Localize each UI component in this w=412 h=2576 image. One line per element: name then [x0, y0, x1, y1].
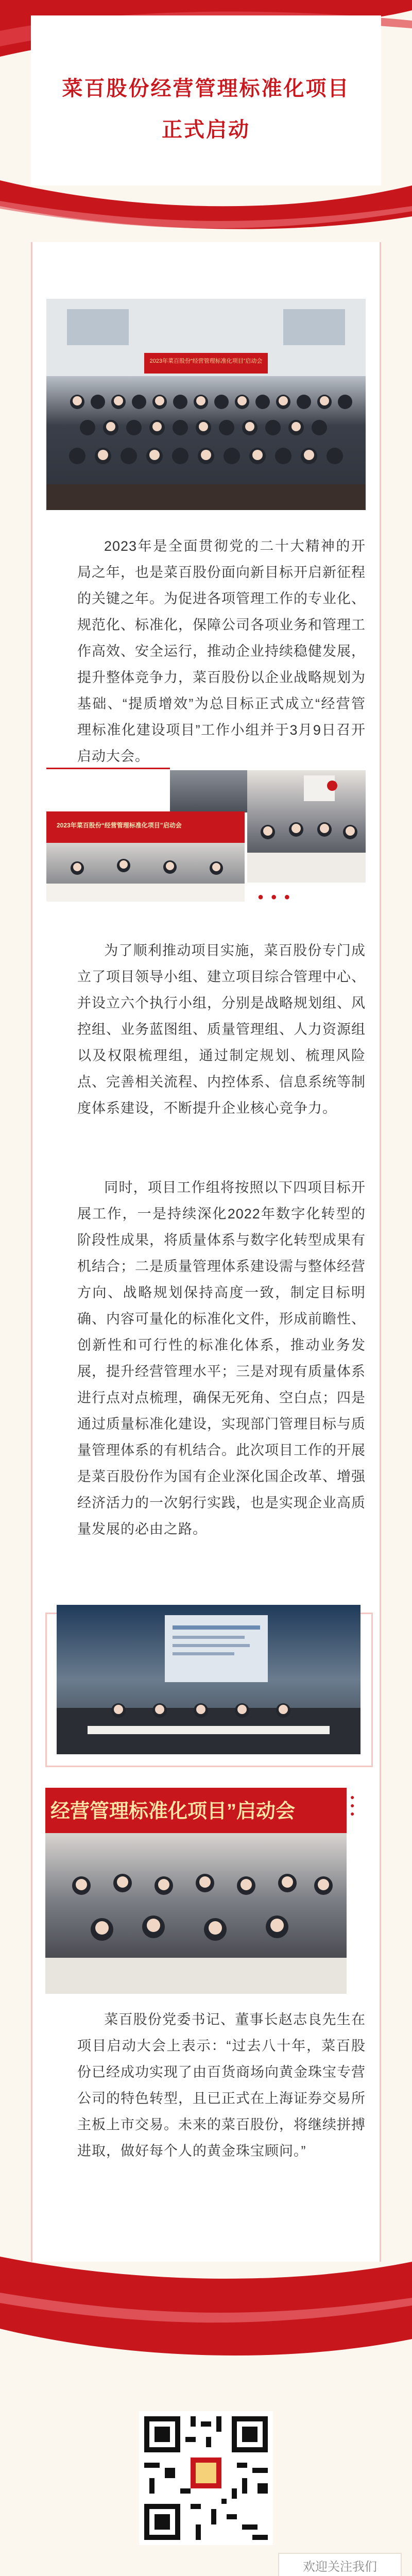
meeting-photo-stage	[46, 811, 245, 902]
decor-line-left	[46, 768, 170, 769]
paragraph-4-text: 菜百股份党委书记、董事长赵志良先生在项目启动大会上表示：“过去八十年，菜百股份已经成功实现了由百货商场向黄金珠宝专营公司的特色转型，且已正式在上海证券交易所主板上市交易。未来的菜百股份，将继续拼搏进取，做好每个人的黄金珠宝顾问。”	[77, 2012, 366, 2159]
meeting-photo-stage-banner: 2023年菜百股份“经营管理标准化项目”启动会	[57, 822, 182, 829]
article-title-line2: 正式启动	[162, 118, 250, 141]
group-photo-banner: 2023年菜百股份“经营管理标准化项目”启动会	[149, 358, 263, 364]
meeting-photo-stage-illustration	[46, 811, 245, 902]
projector-photo-illustration	[57, 1605, 360, 1754]
paragraph-1	[77, 533, 366, 770]
kickoff-photo	[45, 1788, 347, 1994]
article-title-line1: 菜百股份经营管理标准化项目	[62, 77, 350, 100]
group-photo-illustration	[46, 299, 366, 510]
paragraph-2-text: 为了顺利推动项目实施，菜百股份专门成立了项目领导小组、建立项目综合管理中心、并设立六个执行小组，分别是战略规划组、风控组、业务蓝图组、质量管理组、人力资源组以及权限梳理组，通过制定规划、梳理风险点、完善相关流程、内控体系、信息系统等制度体系建设，不断提升企业核心竞争力。	[77, 943, 366, 1116]
paragraph-1-text: 2023年是全面贯彻党的二十大精神的开局之年，也是菜百股份面向新目标开启新征程的关键之年。为促进各项管理工作的专业化、规范化、标准化，保障公司各项业务和管理工作高效、安全运行，推动企业持续稳健发展，提升整体竞争力，菜百股份以企业战略规划为基础、“提质增效”为总目标正式成立“经营管理标准化建设项目”工作小组并于3月9日召开启动大会。	[77, 538, 366, 764]
follow-us-label: 欢迎关注我们	[278, 2553, 402, 2576]
footer-swoosh-decoration	[0, 2241, 412, 2365]
paragraph-4	[77, 2007, 366, 2164]
kickoff-banner-right: ”启动会	[227, 1801, 296, 1822]
paragraph-2	[77, 938, 366, 1122]
kickoff-banner-left: 经营管理标准化项目	[50, 1801, 227, 1822]
title-box	[31, 15, 381, 185]
wechat-qr-code	[139, 2411, 273, 2545]
group-photo	[46, 299, 366, 510]
projector-photo	[57, 1605, 360, 1754]
decor-dots: ● ● ●	[258, 891, 293, 903]
decor-dots-right: ● ● ●	[350, 1793, 357, 1818]
title-bottom-swoosh	[0, 170, 412, 242]
kickoff-photo-illustration	[45, 1788, 347, 1994]
qr-code-icon	[139, 2411, 273, 2545]
meeting-photo-side	[247, 770, 366, 883]
meeting-photo-side-illustration	[247, 770, 366, 883]
paragraph-3	[77, 1175, 366, 1543]
paragraph-3-text: 同时，项目工作组将按照以下四项目标开展工作，一是持续深化2022年数字化转型的阶段性成果，将质量体系与数字化转型成果有机结合；二是质量管理体系建设需与整体经营方向、战略规划保持高度一致，制定目标明确、内容可量化的标准化文件，形成前瞻性、创新性和可行性的标准化体系，推动业务发展，提升经营管理水平；三是对现有质量体系进行点对点梳理，确保无死角、空白点；四是通过质量标准化建设，实现部门管理目标与质量管理体系的有机结合。此次项目工作的开展是菜百股份作为国有企业深化国企改革、增强经济活力的一次躬行实践，也是实现企业高质量发展的必由之路。	[77, 1180, 366, 1537]
meeting-photo-top-right	[170, 770, 247, 812]
